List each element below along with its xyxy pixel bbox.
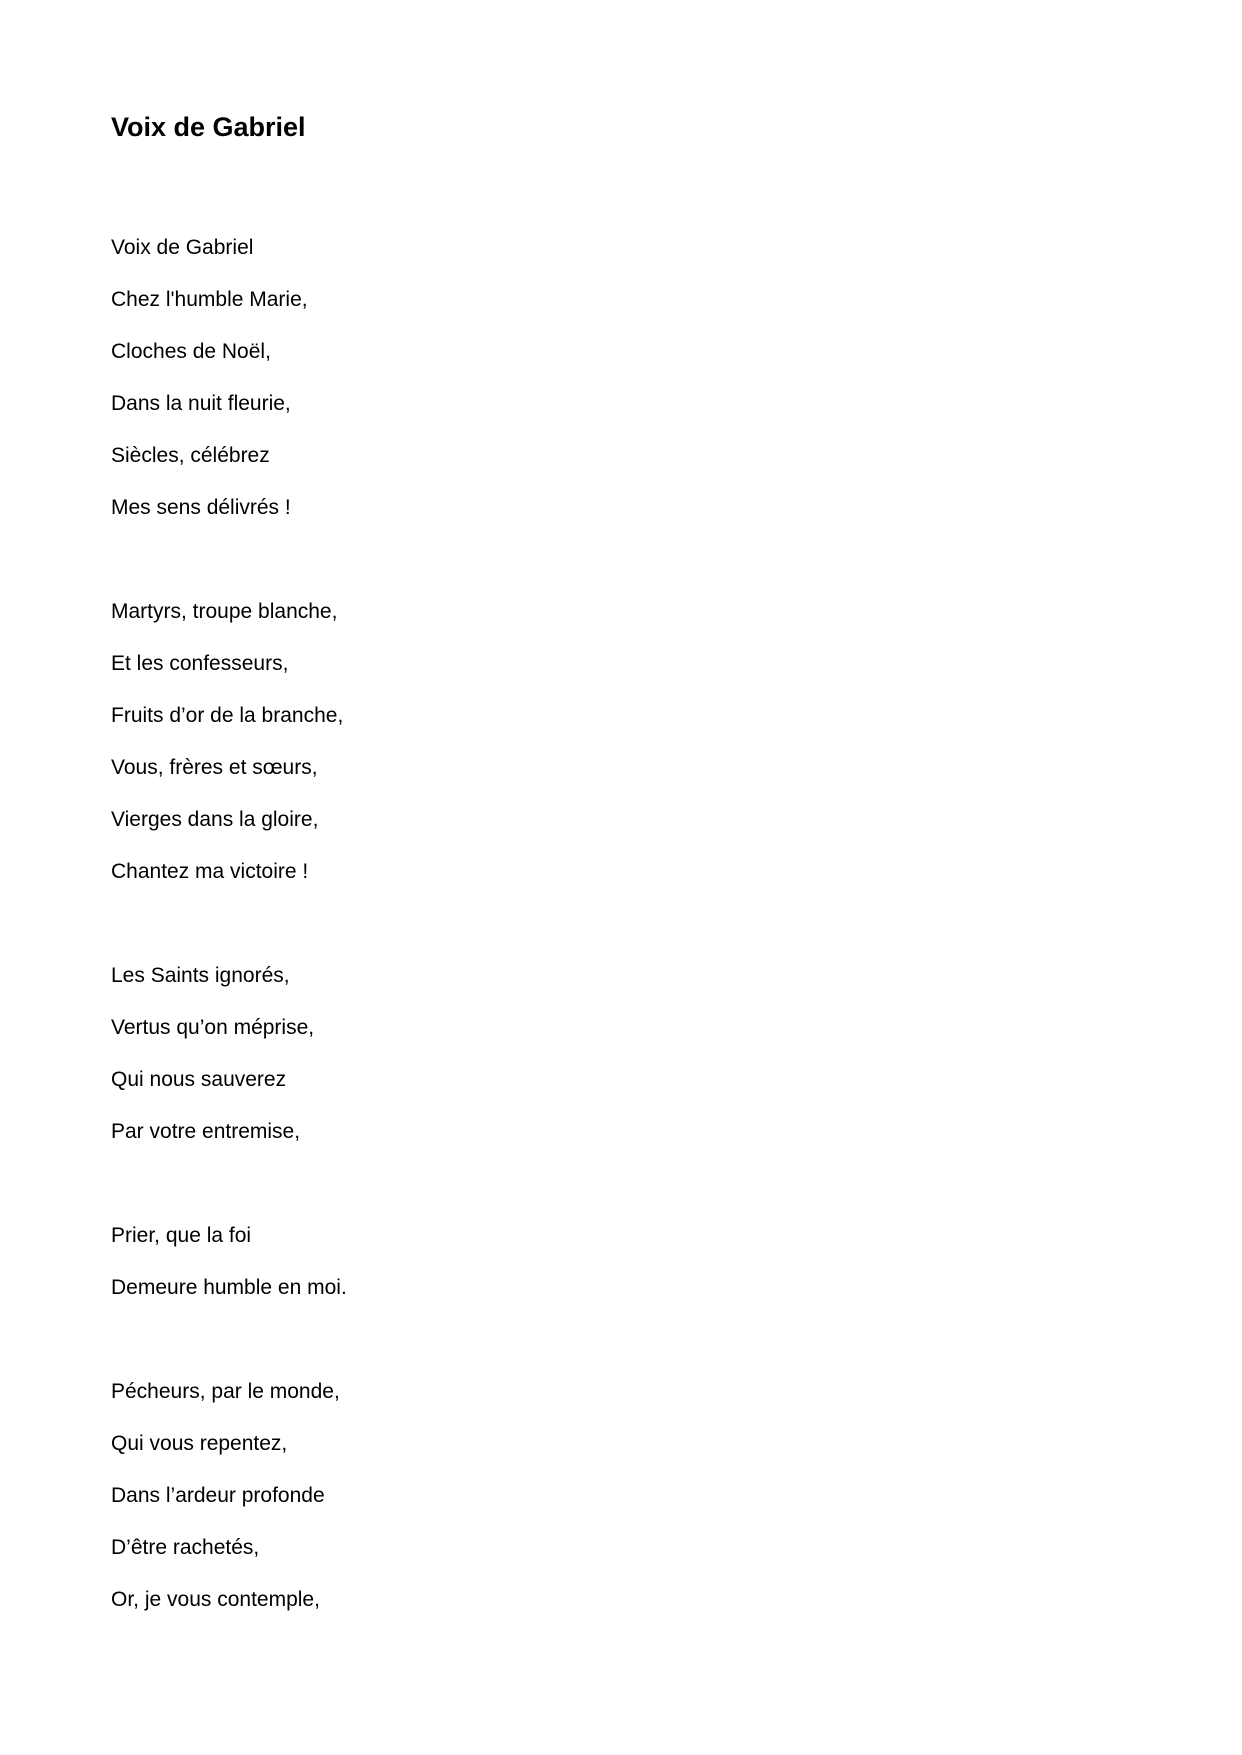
stanza-1 — [111, 222, 1011, 534]
poem-line: Martyrs, troupe blanche, — [111, 600, 338, 623]
poem-body — [111, 222, 1011, 1678]
poem-line: Prier, que la foi — [111, 1224, 252, 1247]
poem-line: Vierges dans la gloire, — [111, 808, 319, 831]
poem-line: Qui vous repentez, — [111, 1432, 288, 1455]
stanza-2 — [111, 586, 1011, 898]
stanza-3 — [111, 950, 1011, 1158]
poem-line: Siècles, célébrez — [111, 444, 270, 467]
stanza-5 — [111, 1366, 1011, 1626]
poem-line: Vous, frères et sœurs, — [111, 756, 318, 779]
poem-line: Chez l'humble Marie, — [111, 288, 308, 311]
poem-line: Les Saints ignorés, — [111, 964, 290, 987]
poem-line: Dans la nuit fleurie, — [111, 392, 291, 415]
stanza-4 — [111, 1210, 1011, 1314]
document-title: Voix de Gabriel — [111, 112, 306, 142]
poem-line: Mes sens délivrés ! — [111, 496, 291, 519]
poem-line: Par votre entremise, — [111, 1120, 301, 1143]
poem-line: Qui nous sauverez — [111, 1068, 287, 1091]
poem-line: Cloches de Noël, — [111, 340, 271, 363]
poem-line: Vertus qu’on méprise, — [111, 1016, 315, 1039]
poem-line: D’être rachetés, — [111, 1536, 260, 1559]
poem-line: Demeure humble en moi. — [111, 1276, 347, 1299]
poem-line: Et les confesseurs, — [111, 652, 289, 675]
poem-line: Fruits d’or de la branche, — [111, 704, 344, 727]
poem-line: Or, je vous contemple, — [111, 1588, 320, 1611]
poem-line: Voix de Gabriel — [111, 236, 254, 259]
poem-line: Pécheurs, par le monde, — [111, 1380, 340, 1403]
poem-line: Chantez ma victoire ! — [111, 860, 309, 883]
poem-line: Dans l’ardeur profonde — [111, 1484, 325, 1507]
